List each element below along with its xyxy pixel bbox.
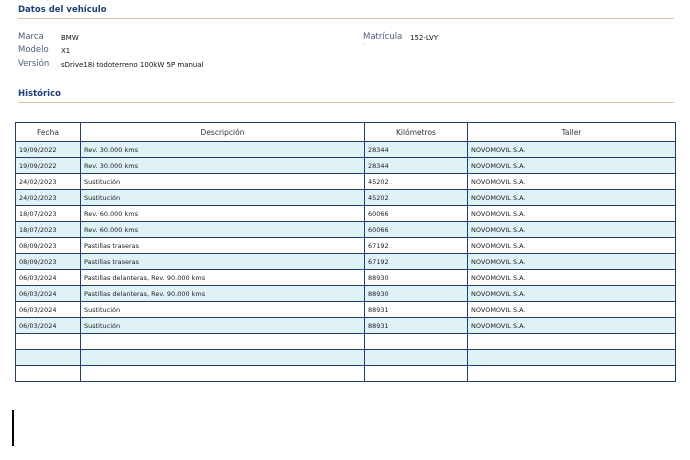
vehicle-section-divider	[18, 18, 674, 19]
cell-taller: NOVOMOVIL S.A.	[468, 142, 676, 158]
marca-label: Marca	[18, 32, 44, 42]
cell-kilometros: 88931	[365, 302, 468, 318]
cell-taller: NOVOMOVIL S.A.	[468, 270, 676, 286]
cell-descripcion: Rev. 60.000 kms	[81, 222, 365, 238]
table-row	[16, 238, 676, 254]
cell-taller: NOVOMOVIL S.A.	[468, 286, 676, 302]
column-header-fecha: Fecha	[16, 123, 81, 142]
history-table	[15, 122, 676, 382]
modelo-value: X1	[61, 47, 71, 55]
cell-taller: NOVOMOVIL S.A.	[468, 222, 676, 238]
cell-kilometros: 60066	[365, 222, 468, 238]
table-row	[16, 222, 676, 238]
cell-descripcion	[81, 334, 365, 350]
matricula-label: Matrícula	[363, 32, 403, 42]
version-value: sDrive18i todoterreno 100kW 5P manual	[61, 61, 204, 69]
table-row	[16, 158, 676, 174]
cell-taller: NOVOMOVIL S.A.	[468, 174, 676, 190]
matricula-marker: ·	[363, 42, 365, 49]
modelo-label: Modelo	[18, 45, 49, 55]
cell-descripcion: Rev. 30.000 kms	[81, 158, 365, 174]
table-row	[16, 334, 676, 350]
history-section-title: Histórico	[18, 89, 61, 99]
table-row	[16, 366, 676, 382]
cell-kilometros	[365, 334, 468, 350]
cell-taller: NOVOMOVIL S.A.	[468, 206, 676, 222]
cell-fecha: 24/02/2023	[16, 174, 81, 190]
cell-descripcion: Sustitución	[81, 190, 365, 206]
cell-descripcion	[81, 366, 365, 382]
cell-kilometros: 67192	[365, 238, 468, 254]
cell-taller	[468, 366, 676, 382]
cell-descripcion: Sustitución	[81, 318, 365, 334]
cell-fecha: 08/09/2023	[16, 238, 81, 254]
table-row	[16, 318, 676, 334]
cell-fecha: 24/02/2023	[16, 190, 81, 206]
cell-descripcion: Pastillas traseras	[81, 238, 365, 254]
table-row	[16, 206, 676, 222]
cell-fecha: 06/03/2024	[16, 318, 81, 334]
cell-descripcion: Pastillas delanteras, Rev. 90.000 kms	[81, 286, 365, 302]
matricula-value: 152-LVY	[410, 34, 439, 42]
cell-fecha: 18/07/2023	[16, 206, 81, 222]
cell-taller	[468, 350, 676, 366]
cell-descripcion: Rev. 60.000 kms	[81, 206, 365, 222]
history-section-divider	[18, 102, 674, 103]
table-row	[16, 142, 676, 158]
column-header-kilometros: Kilómetros	[365, 123, 468, 142]
cell-fecha: 06/03/2024	[16, 302, 81, 318]
cell-kilometros	[365, 366, 468, 382]
cell-kilometros: 28344	[365, 142, 468, 158]
cell-taller: NOVOMOVIL S.A.	[468, 254, 676, 270]
cell-taller	[468, 334, 676, 350]
cell-fecha: 08/09/2023	[16, 254, 81, 270]
cell-taller: NOVOMOVIL S.A.	[468, 158, 676, 174]
cell-kilometros: 88930	[365, 286, 468, 302]
cell-fecha	[16, 366, 81, 382]
cell-fecha: 06/03/2024	[16, 286, 81, 302]
cell-descripcion: Pastillas traseras	[81, 254, 365, 270]
table-row	[16, 302, 676, 318]
cell-taller: NOVOMOVIL S.A.	[468, 318, 676, 334]
cell-taller: NOVOMOVIL S.A.	[468, 238, 676, 254]
cell-taller: NOVOMOVIL S.A.	[468, 302, 676, 318]
cell-fecha: 19/09/2022	[16, 158, 81, 174]
text-cursor	[12, 410, 14, 446]
cell-fecha: 19/09/2022	[16, 142, 81, 158]
cell-descripcion: Sustitución	[81, 302, 365, 318]
cell-descripcion	[81, 350, 365, 366]
cell-fecha: 18/07/2023	[16, 222, 81, 238]
cell-kilometros	[365, 350, 468, 366]
cell-fecha	[16, 334, 81, 350]
history-table-header	[16, 123, 676, 142]
cell-kilometros: 45202	[365, 190, 468, 206]
cell-kilometros: 88931	[365, 318, 468, 334]
cell-kilometros: 45202	[365, 174, 468, 190]
marca-value: BMW	[61, 34, 79, 42]
vehicle-section-title: Datos del vehículo	[18, 5, 107, 15]
cell-descripcion: Pastillas delanteras, Rev. 90.000 kms	[81, 270, 365, 286]
column-header-taller: Taller	[468, 123, 676, 142]
table-row	[16, 350, 676, 366]
cell-kilometros: 60066	[365, 206, 468, 222]
version-label: Versión	[18, 59, 50, 69]
column-header-descripcion: Descripción	[81, 123, 365, 142]
table-row	[16, 270, 676, 286]
cell-taller: NOVOMOVIL S.A.	[468, 190, 676, 206]
cell-fecha: 06/03/2024	[16, 270, 81, 286]
table-row	[16, 286, 676, 302]
cell-kilometros: 28344	[365, 158, 468, 174]
table-row	[16, 174, 676, 190]
cell-kilometros: 88930	[365, 270, 468, 286]
cell-descripcion: Rev. 30.000 kms	[81, 142, 365, 158]
cell-kilometros: 67192	[365, 254, 468, 270]
cell-fecha	[16, 350, 81, 366]
table-row	[16, 190, 676, 206]
cell-descripcion: Sustitución	[81, 174, 365, 190]
table-row	[16, 254, 676, 270]
